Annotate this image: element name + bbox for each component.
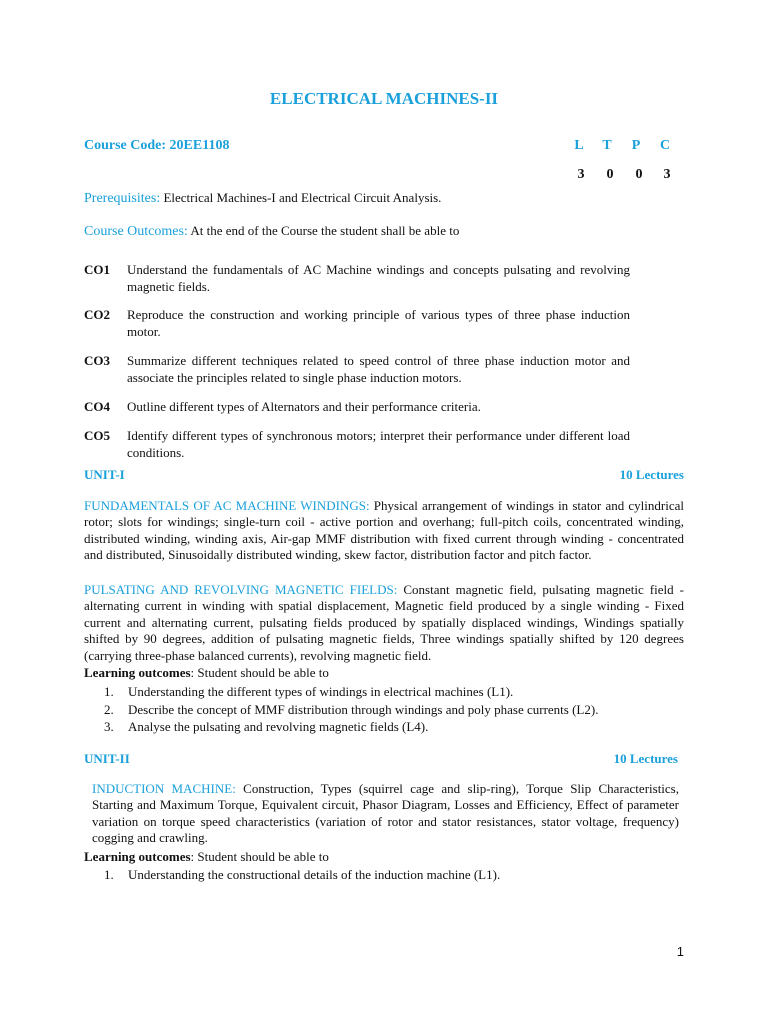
unit-1-paragraph-2 [84,582,684,664]
course-outcome-item [84,353,630,386]
unit-1-header [84,467,684,483]
learning-outcomes-text: : Student should be able to [190,849,329,864]
course-outcome-item [84,262,630,295]
prerequisites-label: Prerequisites: [84,191,161,206]
topic-heading: INDUCTION MACHINE: [92,781,236,796]
course-outcomes-text: At the end of the Course the student shall be able to [187,223,460,238]
learning-outcomes-text: : Student should be able to [190,665,329,680]
course-code: Course Code: 20EE1108 [84,138,230,153]
ltpc-value-p: 0 [635,167,643,182]
co-text: Understand the fundamentals of AC Machine windings and concepts pulsating and revolving magnetic fields. [127,262,630,294]
ltpc-header-c: C [659,138,671,153]
ltpc-header-l: L [574,138,584,153]
ltpc-value-t: 0 [606,167,614,182]
unit-1-label: UNIT-I [84,467,125,482]
ltpc-value-l: 3 [577,167,585,182]
unit-1-outcomes-list [84,683,598,736]
ltpc-header-t: T [602,138,612,153]
list-number: 3. [104,719,114,735]
topic-text: Physical arrangement of windings in stator and cylindrical rotor; slots for windings; single-turn coil - active portion and overhang; full-pitch coils, concentrated winding, distributed winding, winding axis, Air-gap MMF distribution with fixed current through winding - concentrated and distributed, Sinusoidally distributed winding, skew factor, distribution factor and pitch factor. [84,498,684,563]
list-item [84,718,598,736]
topic-heading: FUNDAMENTALS OF AC MACHINE WINDINGS: [84,498,370,513]
course-outcome-item [84,428,630,461]
list-item [84,683,598,701]
co-id: CO4 [84,399,110,414]
list-text: Understanding the constructional details of the induction machine (L1). [128,867,501,882]
unit-2-outcomes-list [84,866,500,884]
page-title: ELECTRICAL MACHINES-II [269,89,499,108]
topic-heading: PULSATING AND REVOLVING MAGNETIC FIELDS: [84,582,398,597]
unit-2-label: UNIT-II [84,751,130,766]
co-text: Summarize different techniques related to speed control of three phase induction motor and associate the principles related to single phase induction motors. [127,353,630,385]
course-outcome-item [84,307,630,340]
co-id: CO5 [84,428,110,443]
co-text: Reproduce the construction and working principle of various types of three phase induction motor. [127,307,630,339]
unit-1-paragraph-1 [84,498,684,564]
course-outcomes-label: Course Outcomes: [84,224,188,239]
list-text: Understanding the different types of windings in electrical machines (L1). [128,684,514,699]
learning-outcomes-label: Learning outcomes [84,849,191,864]
prerequisites-text: Electrical Machines-I and Electrical Circuit Analysis. [160,190,442,205]
list-text: Describe the concept of MMF distribution through windings and poly phase currents (L2). [128,701,599,717]
course-outcome-item [84,399,630,416]
co-id: CO3 [84,353,110,368]
co-text: Outline different types of Alternators and their performance criteria. [127,399,481,414]
list-number: 1. [104,867,114,882]
page-number: 1 [676,944,684,959]
topic-text: Construction, Types (squirrel cage and slip-ring), Torque Slip Characteristics, Starting and Maximum Torque, Equivalent circuit, Phasor Diagram, Losses and Efficiency, Effect of parameter variation on torque speed characteristics (variation of rotor and stator resistances, stator voltage, frequency) cogging and crawling. [92,781,679,846]
ltpc-value-c: 3 [663,167,671,182]
learning-outcomes-label: Learning outcomes [84,665,191,680]
co-id: CO1 [84,262,110,277]
list-item [84,701,598,719]
unit-2-paragraph-1 [92,781,679,847]
ltpc-header-p: P [631,138,641,153]
unit-2-learning-outcomes [84,849,329,865]
unit-2-lectures: 10 Lectures [613,751,678,766]
co-text: Identify different types of synchronous motors; interpret their performance under different load conditions. [127,428,630,460]
list-number: 2. [104,701,114,717]
co-id: CO2 [84,307,110,322]
unit-1-learning-outcomes [84,665,329,681]
unit-1-lectures: 10 Lectures [619,467,684,482]
prerequisites [84,190,441,207]
list-text: Analyse the pulsating and revolving magnetic fields (L4). [128,719,429,735]
topic-text: Constant magnetic field, pulsating magnetic field - alternating current in winding with spatial displacement, Magnetic field produced by a single winding - Fixed current and alternating current, pulsating fields produced by spatially displaced windings, Windings spatially shifted by 90 degrees, addition of pulsating magnetic fields, Three windings spatially shifted by 120 degrees (carrying three-phase balanced currents), revolving magnetic field. [84,582,685,663]
course-outcomes [84,223,459,240]
list-item [84,866,500,884]
list-number: 1. [104,684,114,699]
unit-2-header [84,751,678,767]
